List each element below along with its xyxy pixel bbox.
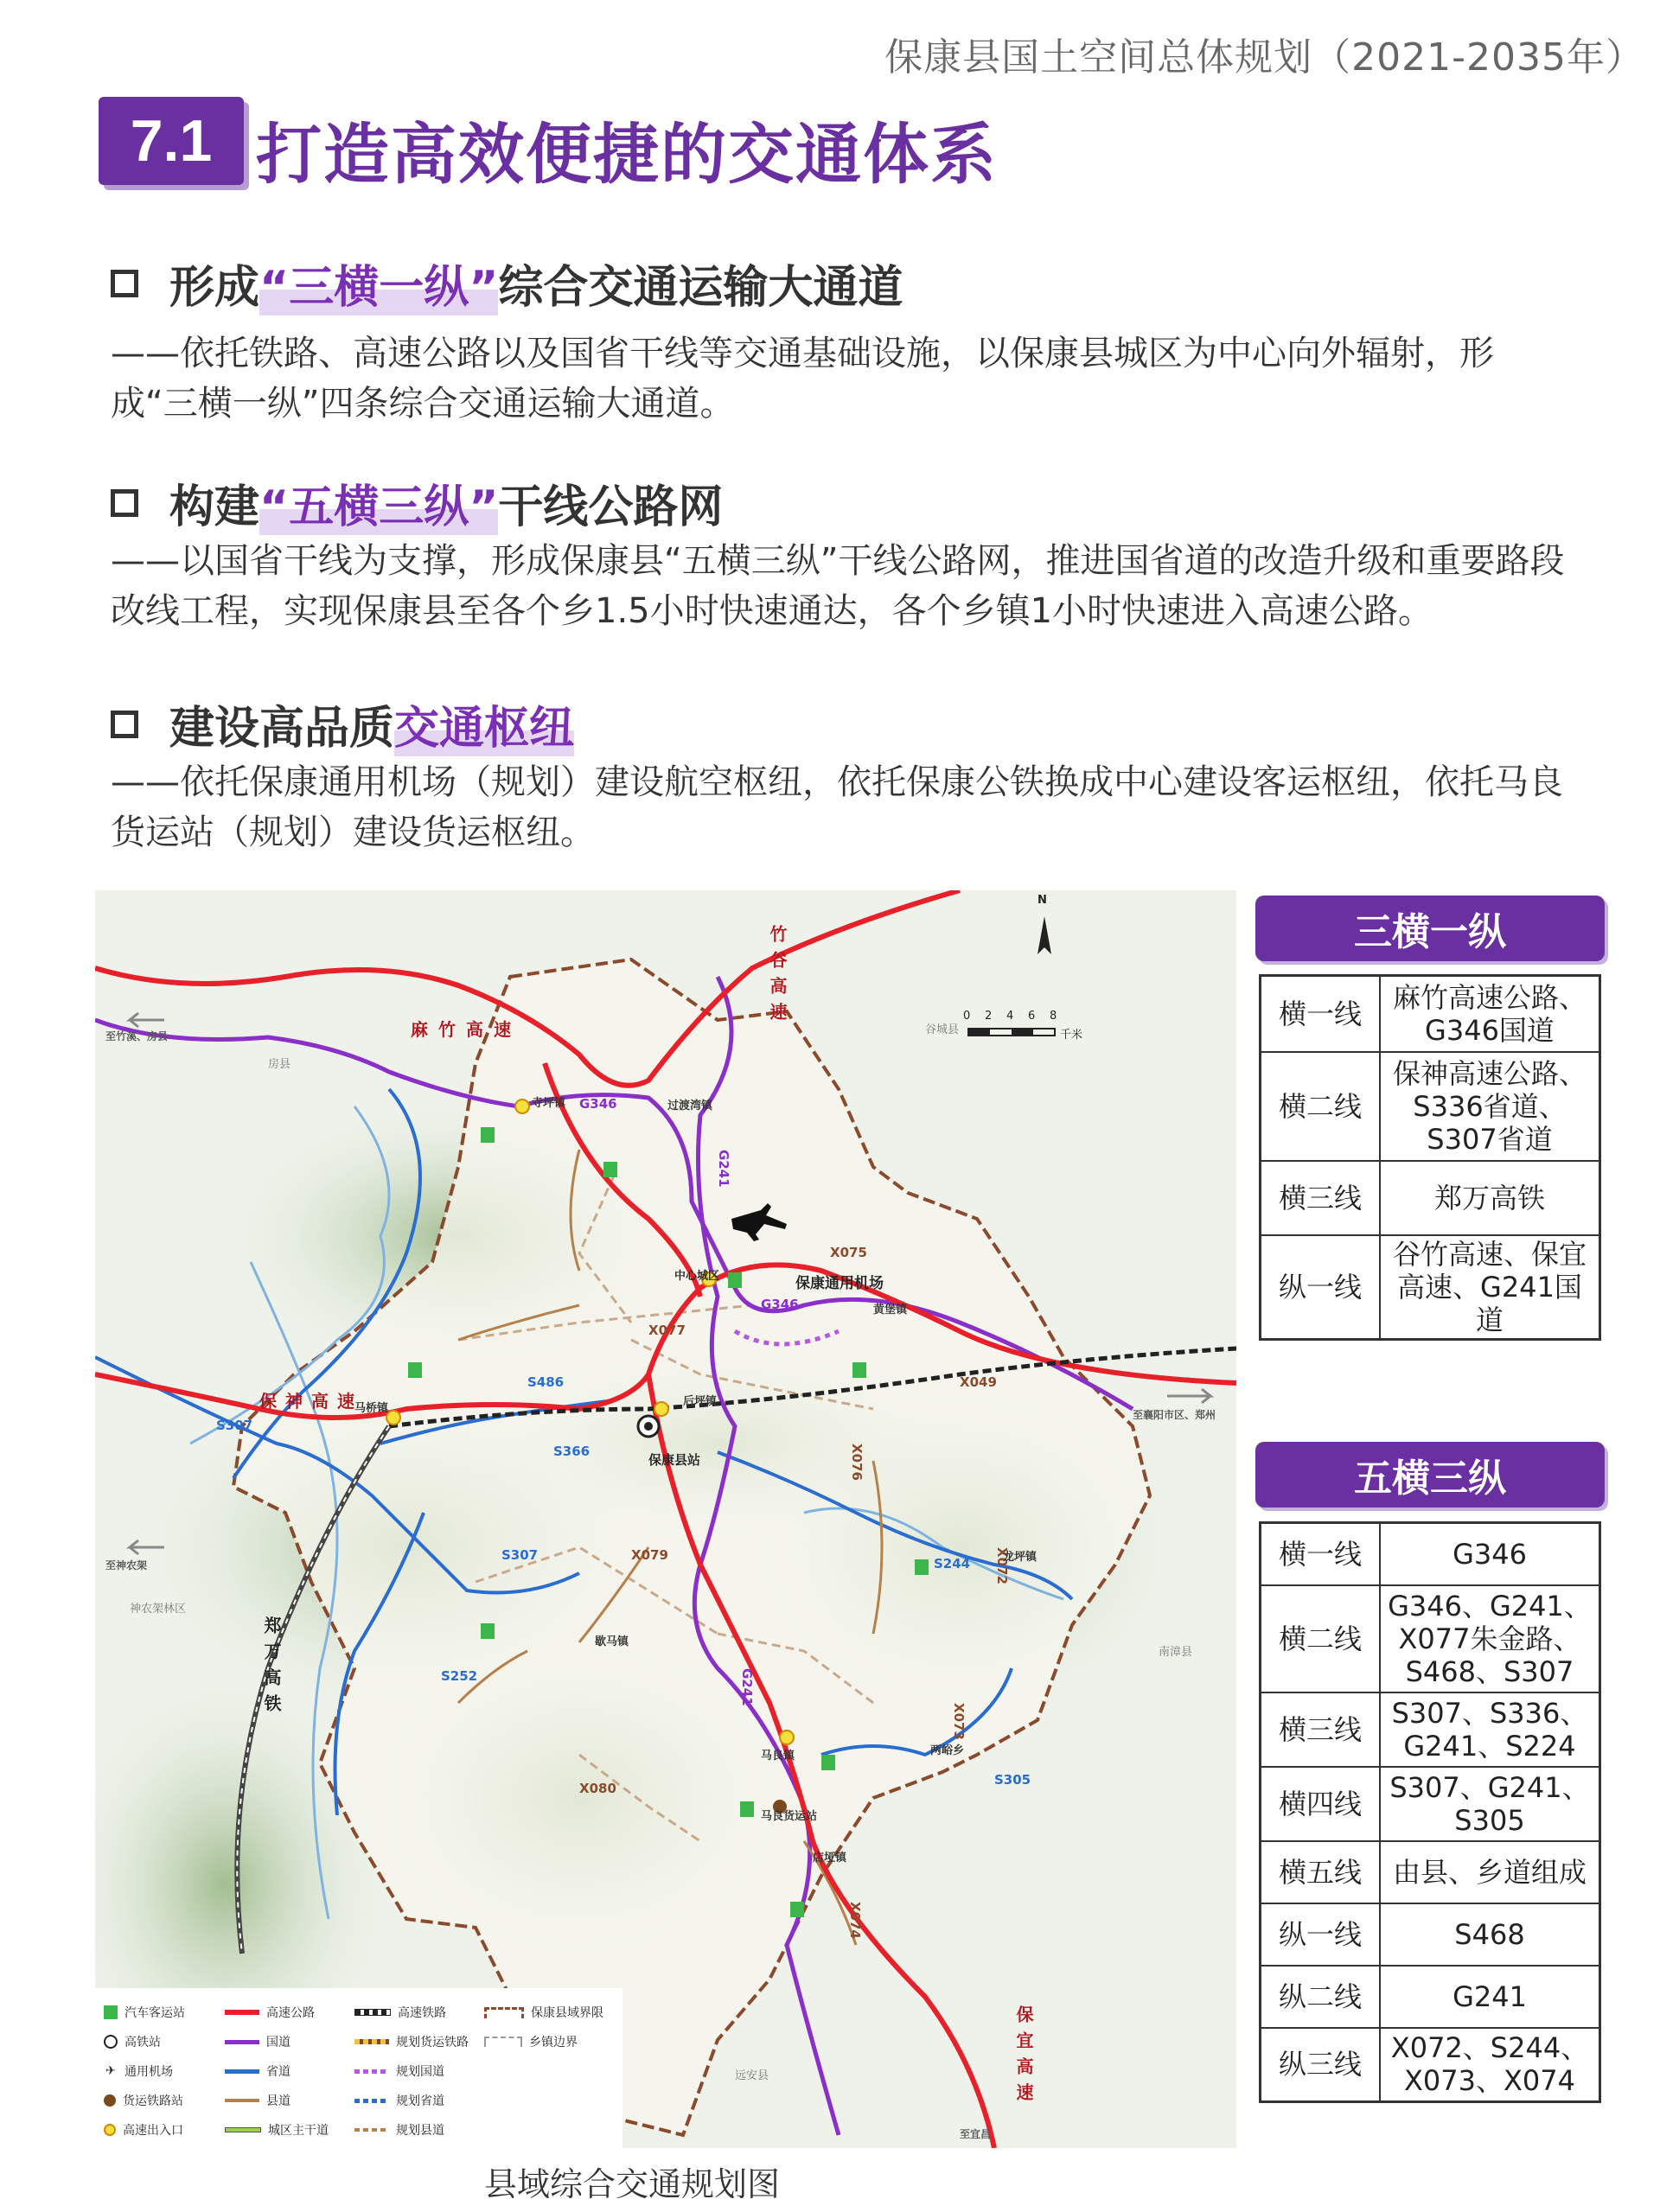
legend-label: 县道 bbox=[266, 2094, 290, 2108]
table-cell-key: 纵三线 bbox=[1261, 2028, 1381, 2102]
label-xiema-town: 歇马镇 bbox=[595, 1635, 629, 1648]
label-fangxian: 房县 bbox=[268, 1058, 291, 1071]
legend-label: 货运铁路站 bbox=[123, 2094, 183, 2108]
label-s307-south: S307 bbox=[501, 1547, 539, 1563]
legend-freightrail-swatch bbox=[354, 2039, 389, 2044]
label-x079: X079 bbox=[631, 1547, 668, 1563]
label-s307-west: S307 bbox=[216, 1418, 253, 1433]
label-dianya-town: 店垭镇 bbox=[813, 1852, 847, 1865]
label-huangbao-town: 黄堡镇 bbox=[873, 1304, 908, 1316]
table-cell-key: 纵一线 bbox=[1261, 1903, 1381, 1966]
subsection-text-3: ——依托保康通用机场（规划）建设航空枢纽，依托保康公铁换成中心建设客运枢纽，依托马良货运站（规划）建设货运枢纽。 bbox=[111, 762, 1563, 852]
label-x076: X076 bbox=[849, 1444, 865, 1481]
label-zhugu-expressway: 竹谷高速 bbox=[767, 925, 788, 1029]
legend-exit bbox=[104, 2121, 183, 2139]
label-s244: S244 bbox=[934, 1556, 971, 1571]
legend-label: 国道 bbox=[266, 2036, 290, 2049]
legend-airport bbox=[104, 2062, 173, 2080]
legend-exit-swatch bbox=[104, 2124, 116, 2136]
table2-title: 五横三纵 bbox=[1255, 1442, 1605, 1508]
bus-station-icon bbox=[728, 1272, 742, 1288]
table-cell-value: X072、S244、X073、X074 bbox=[1380, 2028, 1600, 2102]
label-g346-north: G346 bbox=[579, 1096, 617, 1112]
legend-expressway-swatch bbox=[225, 2010, 259, 2015]
label-gucheng: 谷城县 bbox=[925, 1023, 960, 1036]
legend-county-road bbox=[225, 2092, 290, 2109]
label-zhengwan-rail: 郑万高铁 bbox=[261, 1616, 282, 1720]
legend-arterial-swatch bbox=[225, 2127, 261, 2132]
subsection-heading-post: 干线公路网 bbox=[498, 481, 724, 533]
legend-label: 高速出入口 bbox=[123, 2124, 183, 2138]
table-cell-value: G241 bbox=[1380, 1966, 1600, 2028]
airport-icon: ✈ bbox=[105, 2064, 116, 2078]
bus-station-icon bbox=[481, 1127, 495, 1143]
label-mazhu-expressway: 麻竹高速 bbox=[411, 1019, 521, 1040]
legend-freight-station bbox=[104, 2092, 183, 2109]
section-number: 7.1 bbox=[130, 108, 213, 174]
table-row bbox=[1261, 2028, 1600, 2102]
table-row bbox=[1261, 1235, 1600, 1340]
legend-label: 高铁站 bbox=[124, 2036, 161, 2049]
subsection-heading-pre: 建设高品质 bbox=[169, 703, 395, 755]
legend-label: 汽车客运站 bbox=[124, 2006, 185, 2020]
scale-bar-segment bbox=[1012, 1029, 1033, 1036]
legend-national-road bbox=[225, 2033, 290, 2050]
subsection-heading-pre: 形成 bbox=[169, 262, 260, 314]
bus-station-icon bbox=[481, 1623, 495, 1639]
legend-county-swatch bbox=[484, 2007, 524, 2018]
legend-label: 高速铁路 bbox=[398, 2006, 446, 2020]
label-liangyu-town: 两峪乡 bbox=[930, 1744, 965, 1757]
label-maqiao-town: 马桥镇 bbox=[354, 1402, 389, 1415]
label-s252: S252 bbox=[441, 1668, 478, 1684]
subsection-text-1: ——依托铁路、高速公路以及国省干线等交通基础设施，以保康县城区为中心向外辐射，形成“三横一纵”四条综合交通运输大通道。 bbox=[111, 334, 1494, 424]
table-row bbox=[1261, 1052, 1600, 1161]
expressway-exit-marker bbox=[515, 1100, 529, 1113]
legend-planned-national-swatch bbox=[354, 2069, 389, 2074]
table-row bbox=[1261, 976, 1600, 1052]
bus-station-icon bbox=[852, 1362, 866, 1378]
label-x073: X073 bbox=[951, 1703, 967, 1740]
table-cell-value: 保神高速公路、S336省道、S307省道 bbox=[1380, 1052, 1600, 1161]
label-s486: S486 bbox=[527, 1374, 565, 1390]
label-center-district: 中心城区 bbox=[674, 1270, 720, 1283]
table2 bbox=[1259, 1521, 1601, 2103]
table-row bbox=[1261, 1161, 1600, 1235]
legend-freight-station-swatch bbox=[104, 2094, 116, 2107]
map-canvas bbox=[95, 890, 1236, 2148]
hsr-station-icon-dot bbox=[644, 1422, 653, 1431]
table-cell-key: 横一线 bbox=[1261, 976, 1381, 1052]
legend-freight-rail bbox=[354, 2033, 469, 2050]
table-row bbox=[1261, 1966, 1600, 2028]
label-x072: X072 bbox=[994, 1547, 1010, 1584]
bus-station-icon bbox=[408, 1362, 422, 1378]
table-row bbox=[1261, 1841, 1600, 1903]
header-title: 保康县国土空间总体规划（2021-2035年） bbox=[884, 35, 1644, 80]
table-cell-value: 麻竹高速公路、G346国道 bbox=[1380, 976, 1600, 1052]
table-cell-value: S468 bbox=[1380, 1903, 1600, 1966]
subsection-heading-highlight: 交通枢纽 bbox=[394, 692, 574, 756]
legend-label: 规划省道 bbox=[396, 2094, 444, 2108]
bus-station-icon bbox=[740, 1801, 754, 1817]
checkbox-bullet-icon bbox=[111, 489, 138, 517]
bus-station-icon bbox=[790, 1902, 804, 1917]
bus-station-icon bbox=[821, 1755, 835, 1770]
legend-bus-swatch bbox=[104, 2005, 118, 2019]
label-maliang-town: 马良镇 bbox=[761, 1750, 795, 1763]
label-g241-south: G241 bbox=[739, 1668, 755, 1706]
label-g346-east: G346 bbox=[761, 1297, 799, 1312]
table-cell-key: 横三线 bbox=[1261, 1161, 1381, 1235]
expressway-exit-marker bbox=[780, 1731, 794, 1744]
label-airport: 保康通用机场 bbox=[795, 1275, 884, 1292]
table-row bbox=[1261, 1903, 1600, 1966]
legend-label: 保康县域界限 bbox=[531, 2006, 603, 2020]
label-g241-north: G241 bbox=[716, 1150, 731, 1188]
label-to-xiangyang: 至襄阳市区、郑州 bbox=[1133, 1409, 1216, 1421]
legend-planned-national bbox=[354, 2062, 444, 2080]
table-cell-key: 横一线 bbox=[1261, 1523, 1381, 1585]
label-guoduwan-town: 过渡湾镇 bbox=[667, 1100, 713, 1112]
legend-hsr-swatch bbox=[354, 2009, 391, 2016]
checkbox-bullet-icon bbox=[111, 711, 138, 738]
label-x074: X074 bbox=[847, 1902, 863, 1939]
label-baokang-station: 保康县站 bbox=[648, 1452, 701, 1468]
table1 bbox=[1259, 974, 1601, 1341]
legend-planned-county bbox=[354, 2121, 444, 2139]
table-cell-key: 纵二线 bbox=[1261, 1966, 1381, 2028]
legend-label: 城区主干道 bbox=[268, 2124, 329, 2138]
label-to-yuanan: 至宜昌 bbox=[960, 2128, 992, 2140]
label-x049: X049 bbox=[960, 1374, 997, 1390]
label-to-shennongjia: 至神农架 bbox=[105, 1559, 148, 1571]
expressway-exit-marker bbox=[386, 1411, 400, 1425]
map-legend bbox=[95, 1988, 622, 2148]
table-cell-key: 横二线 bbox=[1261, 1052, 1381, 1161]
legend-planned-provincial-swatch bbox=[354, 2099, 389, 2103]
label-siping-town: 寺坪镇 bbox=[532, 1097, 566, 1110]
scale-tick-8: 8 bbox=[1050, 1010, 1057, 1023]
legend-hsr-station-swatch bbox=[104, 2035, 118, 2049]
subsection-heading-highlight: “五横三纵” bbox=[259, 470, 498, 535]
label-baoyi-expressway: 保宜高速 bbox=[1013, 2005, 1034, 2109]
table-cell-key: 横五线 bbox=[1261, 1841, 1381, 1903]
table-cell-value: G346、G241、X077朱金路、S468、S307 bbox=[1380, 1585, 1600, 1692]
table-row bbox=[1261, 1767, 1600, 1841]
legend-label: 乡镇边界 bbox=[529, 2036, 578, 2049]
table-cell-value: 郑万高铁 bbox=[1380, 1161, 1600, 1235]
scale-tick-6: 6 bbox=[1028, 1010, 1036, 1023]
subsection-heading-2 bbox=[111, 470, 723, 535]
label-to-zhuxi: 至竹溪、房县 bbox=[105, 1030, 169, 1042]
table-cell-key: 横二线 bbox=[1261, 1585, 1381, 1692]
legend-arterial bbox=[225, 2121, 329, 2139]
legend-planned-provincial bbox=[354, 2092, 444, 2109]
legend-hsr bbox=[354, 2004, 446, 2021]
legend-town-swatch bbox=[484, 2037, 522, 2047]
legend-label: 通用机场 bbox=[124, 2065, 173, 2079]
table-cell-value: 谷竹高速、保宜高速、G241国道 bbox=[1380, 1235, 1600, 1340]
legend-label: 规划货运铁路 bbox=[396, 2036, 469, 2049]
subsection-heading-1 bbox=[111, 251, 903, 316]
legend-national-swatch bbox=[225, 2040, 259, 2044]
table-cell-key: 纵一线 bbox=[1261, 1235, 1381, 1340]
label-x075: X075 bbox=[830, 1245, 867, 1260]
legend-bus-station bbox=[104, 2004, 185, 2021]
legend-provincial-road bbox=[225, 2062, 290, 2080]
subsection-heading-highlight: “三横一纵” bbox=[259, 251, 498, 316]
label-houping-town: 后坪镇 bbox=[683, 1395, 718, 1408]
bus-station-icon bbox=[603, 1162, 617, 1177]
legend-county-boundary bbox=[484, 2004, 603, 2021]
table-cell-key: 横四线 bbox=[1261, 1767, 1381, 1841]
scale-bar-segment bbox=[968, 1029, 990, 1036]
label-yuanan: 远安县 bbox=[735, 2069, 769, 2082]
subsection-heading-pre: 构建 bbox=[169, 481, 260, 533]
label-x077: X077 bbox=[648, 1323, 686, 1338]
legend-hsr-station bbox=[104, 2033, 161, 2050]
legend-countyroad-swatch bbox=[225, 2099, 259, 2102]
label-nanzhang: 南漳县 bbox=[1159, 1646, 1193, 1659]
table-row bbox=[1261, 1692, 1600, 1767]
section-number-badge bbox=[99, 97, 244, 185]
map-caption: 县域综合交通规划图 bbox=[484, 2165, 781, 2203]
scale-tick-0: 0 bbox=[963, 1010, 971, 1023]
label-x080: X080 bbox=[579, 1781, 616, 1796]
label-shennongjia: 神农架林区 bbox=[130, 1603, 187, 1616]
table-cell-key: 横三线 bbox=[1261, 1692, 1381, 1767]
table-row bbox=[1261, 1523, 1600, 1585]
label-s305: S305 bbox=[994, 1772, 1031, 1788]
table-cell-value: G346 bbox=[1380, 1523, 1600, 1585]
subsection-heading-post: 综合交通运输大通道 bbox=[498, 262, 903, 314]
label-baoshen-expressway: 保神高速 bbox=[259, 1391, 363, 1412]
legend-label: 省道 bbox=[266, 2065, 290, 2079]
scale-unit: 千米 bbox=[1060, 1029, 1083, 1042]
label-longping-town: 龙坪镇 bbox=[1003, 1551, 1038, 1564]
scale-tick-4: 4 bbox=[1006, 1010, 1014, 1023]
legend-town-boundary bbox=[484, 2033, 578, 2050]
table-cell-value: S307、S336、G241、S224 bbox=[1380, 1692, 1600, 1767]
north-label: N bbox=[1038, 894, 1047, 907]
table1-title: 三横一纵 bbox=[1255, 896, 1605, 961]
scale-tick-2: 2 bbox=[985, 1010, 993, 1023]
subsection-heading-3 bbox=[111, 692, 574, 756]
table-row bbox=[1261, 1585, 1600, 1692]
transport-map bbox=[95, 890, 1236, 2148]
bus-station-icon bbox=[915, 1559, 929, 1575]
legend-planned-county-swatch bbox=[354, 2128, 389, 2132]
subsection-text-2: ——以国省干线为支撑，形成保康县“五横三纵”干线公路网，推进国省道的改造升级和重要路段改线工程，实现保康县至各个乡1.5小时快速通达，各个乡镇1小时快速进入高速公路。 bbox=[111, 541, 1565, 631]
legend-label: 规划县道 bbox=[396, 2124, 444, 2138]
legend-provincial-swatch bbox=[225, 2069, 259, 2074]
section-title: 打造高效便捷的交通体系 bbox=[256, 116, 998, 193]
label-maliang-freight: 马良货运站 bbox=[761, 1810, 818, 1823]
checkbox-bullet-icon bbox=[111, 270, 138, 297]
table-cell-value: S307、G241、S305 bbox=[1380, 1767, 1600, 1841]
label-s366: S366 bbox=[553, 1444, 591, 1459]
legend-label: 规划国道 bbox=[396, 2065, 444, 2079]
table-cell-value: 由县、乡道组成 bbox=[1380, 1841, 1600, 1903]
expressway-exit-marker bbox=[654, 1402, 668, 1416]
legend-expressway bbox=[225, 2004, 315, 2021]
legend-label: 高速公路 bbox=[266, 2006, 315, 2020]
